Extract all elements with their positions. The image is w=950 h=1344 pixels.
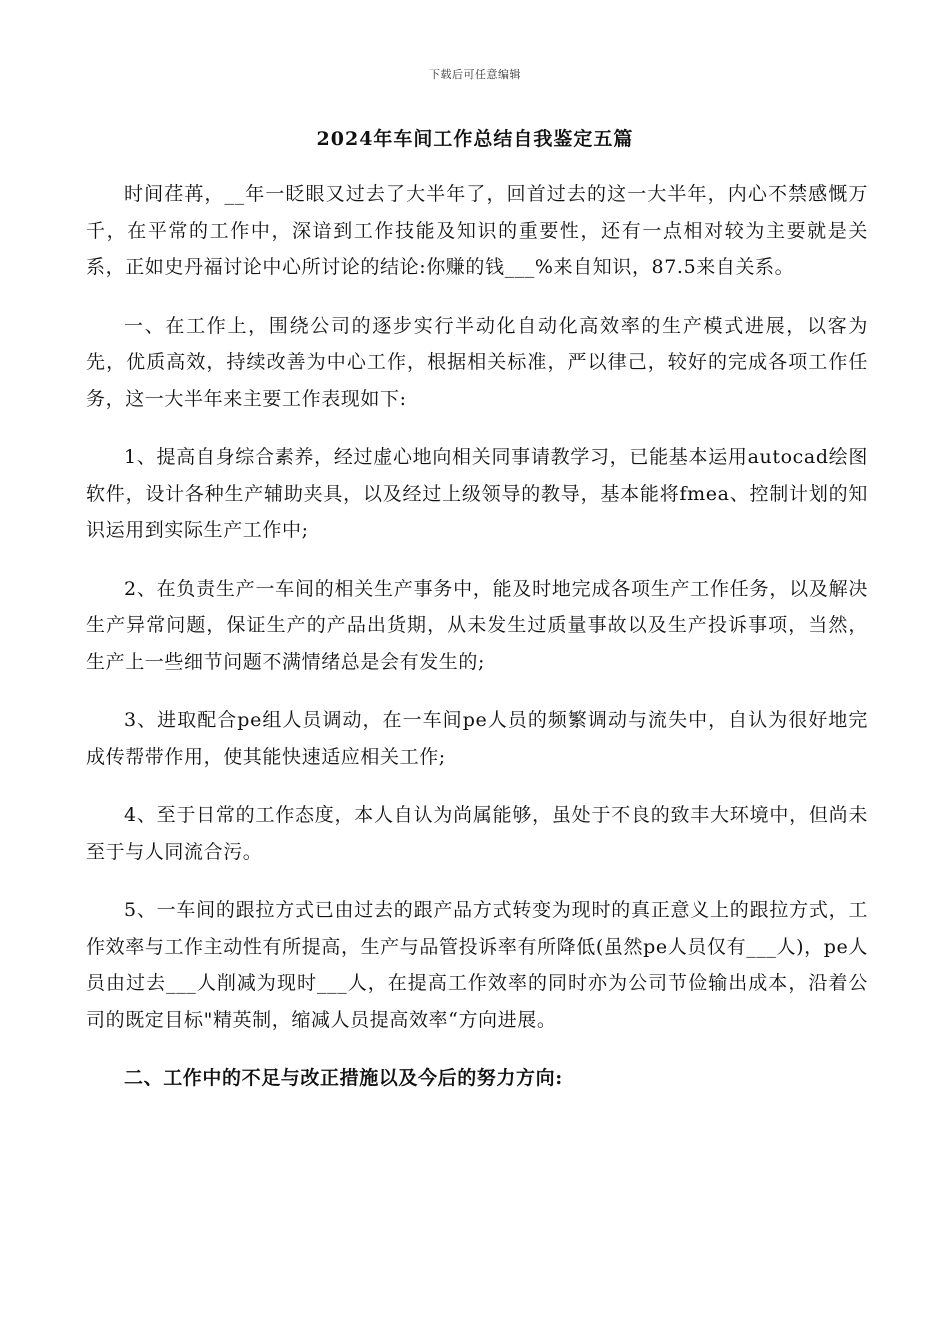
paragraph-section-one: 一、在工作上，围绕公司的逐步实行半动化自动化高效率的生产模式进展，以客为先，优质高效，持续改善为中心工作，根据相关标准，严以律己，较好的完成各项工作任务，这一大半年来主要工作表现如下: (86, 314, 868, 410)
paragraph-intro: 时间荏苒，__年一眨眼又过去了大半年了，回首过去的这一大半年，内心不禁感慨万千，在平常的工作中，深谙到工作技能及知识的重要性，还有一点相对较为主要就是关系，正如史丹福讨论中心所讨论的结论:你赚的钱___%来自知识，87.5来自关系。 (86, 183, 868, 278)
paragraph-item-4: 4、至于日常的工作态度，本人自认为尚属能够，虽处于不良的致丰大环境中，但尚未至于与人同流合污。 (86, 804, 868, 863)
paragraph-item-5: 5、一车间的跟拉方式已由过去的跟产品方式转变为现时的真正意义上的跟拉方式，工作效率与工作主动性有所提高，生产与品管投诉率有所降低(虽然pe人员仅有___人)，pe人员由过去___人削减为现时___人，在提高工作效率的同时亦为公司节俭输出成本，沿着公司的既定目标"精英制，缩减人员提高效率“方向进展。 (86, 899, 868, 1031)
header-note: 下载后可任意编辑 (429, 68, 521, 81)
section-heading-two: 二、工作中的不足与改正措施以及今后的努力方向: (124, 1067, 563, 1089)
paragraph-item-1: 1、提高自身综合素养，经过虚心地向相关同事请教学习，已能基本运用autocad绘图软件，设计各种生产辅助夹具，以及经过上级领导的教导，基本能将fmea、控制计划的知识运用到实际生产工作中; (86, 446, 868, 541)
document-title: 2024年车间工作总结自我鉴定五篇 (316, 128, 634, 150)
paragraph-item-3: 3、进取配合pe组人员调动，在一车间pe人员的频繁调动与流失中，自认为很好地完成传帮带作用，使其能快速适应相关工作; (86, 709, 868, 768)
document-body (86, 176, 868, 1119)
paragraph-item-2: 2、在负责生产一车间的相关生产事务中，能及时地完成各项生产工作任务，以及解决生产异常问题，保证生产的产品出货期，从未发生过质量事故以及生产投诉事项，当然，生产上一些细节问题不满情绪总是会有发生的; (86, 577, 868, 673)
